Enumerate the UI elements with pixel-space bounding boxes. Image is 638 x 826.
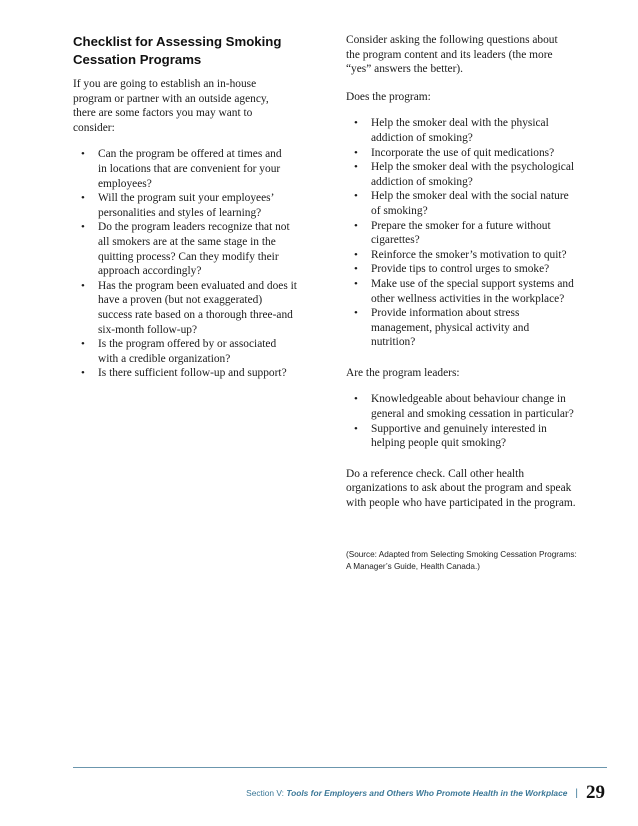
- list-item-text: of smoking?: [371, 204, 428, 217]
- bullet-icon: •: [354, 161, 358, 174]
- list-item: [346, 219, 604, 248]
- list-item-text: other wellness activities in the workplace?: [371, 292, 565, 305]
- list-item: [73, 366, 331, 381]
- list-item: [346, 422, 604, 451]
- footer-section-label: Section V: Tools for Employers and Others Who Promote Health in the Workplace: [246, 788, 568, 798]
- list-item-text: approach accordingly?: [98, 265, 202, 278]
- list-item-text: Supportive and genuinely interested in: [371, 422, 547, 435]
- reference-check-text: Do a reference check. Call other health organizations to ask about the program and speak with people who have participated in the program.: [346, 467, 576, 510]
- bullet-icon: •: [354, 422, 358, 435]
- bullet-icon: •: [81, 279, 85, 292]
- list-item: [346, 160, 604, 189]
- list-item-text: management, physical activity and: [371, 321, 530, 334]
- bullet-icon: •: [354, 277, 358, 290]
- list-item-text: Has the program been evaluated and does it: [98, 279, 297, 292]
- list-item-text: employees?: [98, 177, 152, 190]
- list-item-text: in locations that are convenient for your: [98, 162, 281, 175]
- list-item-text: personalities and styles of learning?: [98, 206, 262, 219]
- list-item: [346, 277, 604, 306]
- list-item-text: Prepare the smoker for a future without: [371, 219, 551, 232]
- bullet-icon: •: [354, 263, 358, 276]
- bullet-icon: •: [354, 307, 358, 320]
- list-item-text: Will the program suit your employees’: [98, 192, 275, 205]
- list-item-text: Reinforce the smoker’s motivation to quit?: [371, 248, 567, 261]
- list-item-text: Help the smoker deal with the physical: [371, 117, 549, 130]
- list-item-text: all smokers are at the same stage in the: [98, 235, 276, 248]
- list-item-text: nutrition?: [371, 336, 416, 349]
- list-item-text: Is the program offered by or associated: [98, 338, 277, 351]
- footer-separator: |: [575, 787, 578, 799]
- list-item-text: with a credible organization?: [98, 352, 231, 365]
- bullet-icon: •: [81, 192, 85, 205]
- list-item-text: addiction of smoking?: [371, 131, 473, 144]
- list-item: [346, 392, 604, 421]
- left-column: [73, 33, 331, 381]
- bullet-icon: •: [81, 148, 85, 161]
- bullet-icon: •: [354, 219, 358, 232]
- list-item-text: Provide information about stress: [371, 307, 520, 320]
- list-item: [346, 248, 604, 263]
- list-item: [346, 262, 604, 277]
- list-item: [73, 191, 331, 220]
- leaders-heading: Are the program leaders:: [346, 366, 460, 379]
- list-item-text: Knowledgeable about behaviour change in: [371, 393, 566, 406]
- questions-intro: Consider asking the following questions about the program content and its leaders (the more “yes” answers the better).: [346, 34, 558, 76]
- list-item-text: success rate based on a thorough three-and: [98, 308, 293, 321]
- bullet-icon: •: [354, 117, 358, 130]
- list-item-text: helping people quit smoking?: [371, 437, 507, 450]
- program-question-list: [346, 116, 604, 350]
- list-item: [73, 220, 331, 278]
- right-column: [346, 33, 604, 573]
- bullet-icon: •: [354, 248, 358, 261]
- page-footer: [246, 780, 605, 806]
- list-item-text: have a proven (but not exaggerated): [98, 294, 263, 307]
- bullet-icon: •: [81, 338, 85, 351]
- list-item-text: Do the program leaders recognize that not: [98, 221, 290, 234]
- page-number: 29: [586, 782, 605, 803]
- list-item-text: quitting process? Can they modify their: [98, 250, 279, 263]
- bullet-icon: •: [354, 146, 358, 159]
- list-item-text: Help the smoker deal with the psychological: [371, 161, 575, 174]
- list-item: [346, 116, 604, 145]
- leader-question-list: [346, 392, 604, 450]
- bullet-icon: •: [354, 393, 358, 406]
- bullet-icon: •: [81, 367, 85, 380]
- source-citation: (Source: Adapted from Selecting Smoking Cessation Programs: A Manager’s Guide, Health Canada.): [346, 549, 577, 571]
- list-item-text: Make use of the special support systems and: [371, 277, 574, 290]
- program-heading: Does the program:: [346, 90, 431, 103]
- list-item-text: cigarettes?: [371, 234, 420, 247]
- list-item-text: Can the program be offered at times and: [98, 148, 282, 161]
- list-item: [346, 146, 604, 161]
- list-item: [346, 306, 604, 350]
- list-item-text: general and smoking cessation in particular?: [371, 408, 574, 421]
- footer-divider: [73, 767, 607, 768]
- list-item-text: Provide tips to control urges to smoke?: [371, 263, 550, 276]
- checklist-intro: If you are going to establish an in-house program or partner with an outside agency, there are some factors you may want to consider:: [73, 78, 269, 134]
- list-item: [73, 279, 331, 337]
- bullet-icon: •: [81, 221, 85, 234]
- list-item: [73, 147, 331, 191]
- list-item-text: addiction of smoking?: [371, 175, 473, 188]
- list-item-text: Is there sufficient follow-up and support?: [98, 367, 287, 380]
- bullet-icon: •: [354, 190, 358, 203]
- checklist-title: Checklist for Assessing Smoking Cessation Programs: [73, 34, 282, 67]
- list-item: [73, 337, 331, 366]
- list-item-text: Incorporate the use of quit medications?: [371, 146, 555, 159]
- checklist-list: [73, 147, 331, 381]
- list-item-text: six-month follow-up?: [98, 323, 198, 336]
- list-item-text: Help the smoker deal with the social nature: [371, 190, 569, 203]
- list-item: [346, 189, 604, 218]
